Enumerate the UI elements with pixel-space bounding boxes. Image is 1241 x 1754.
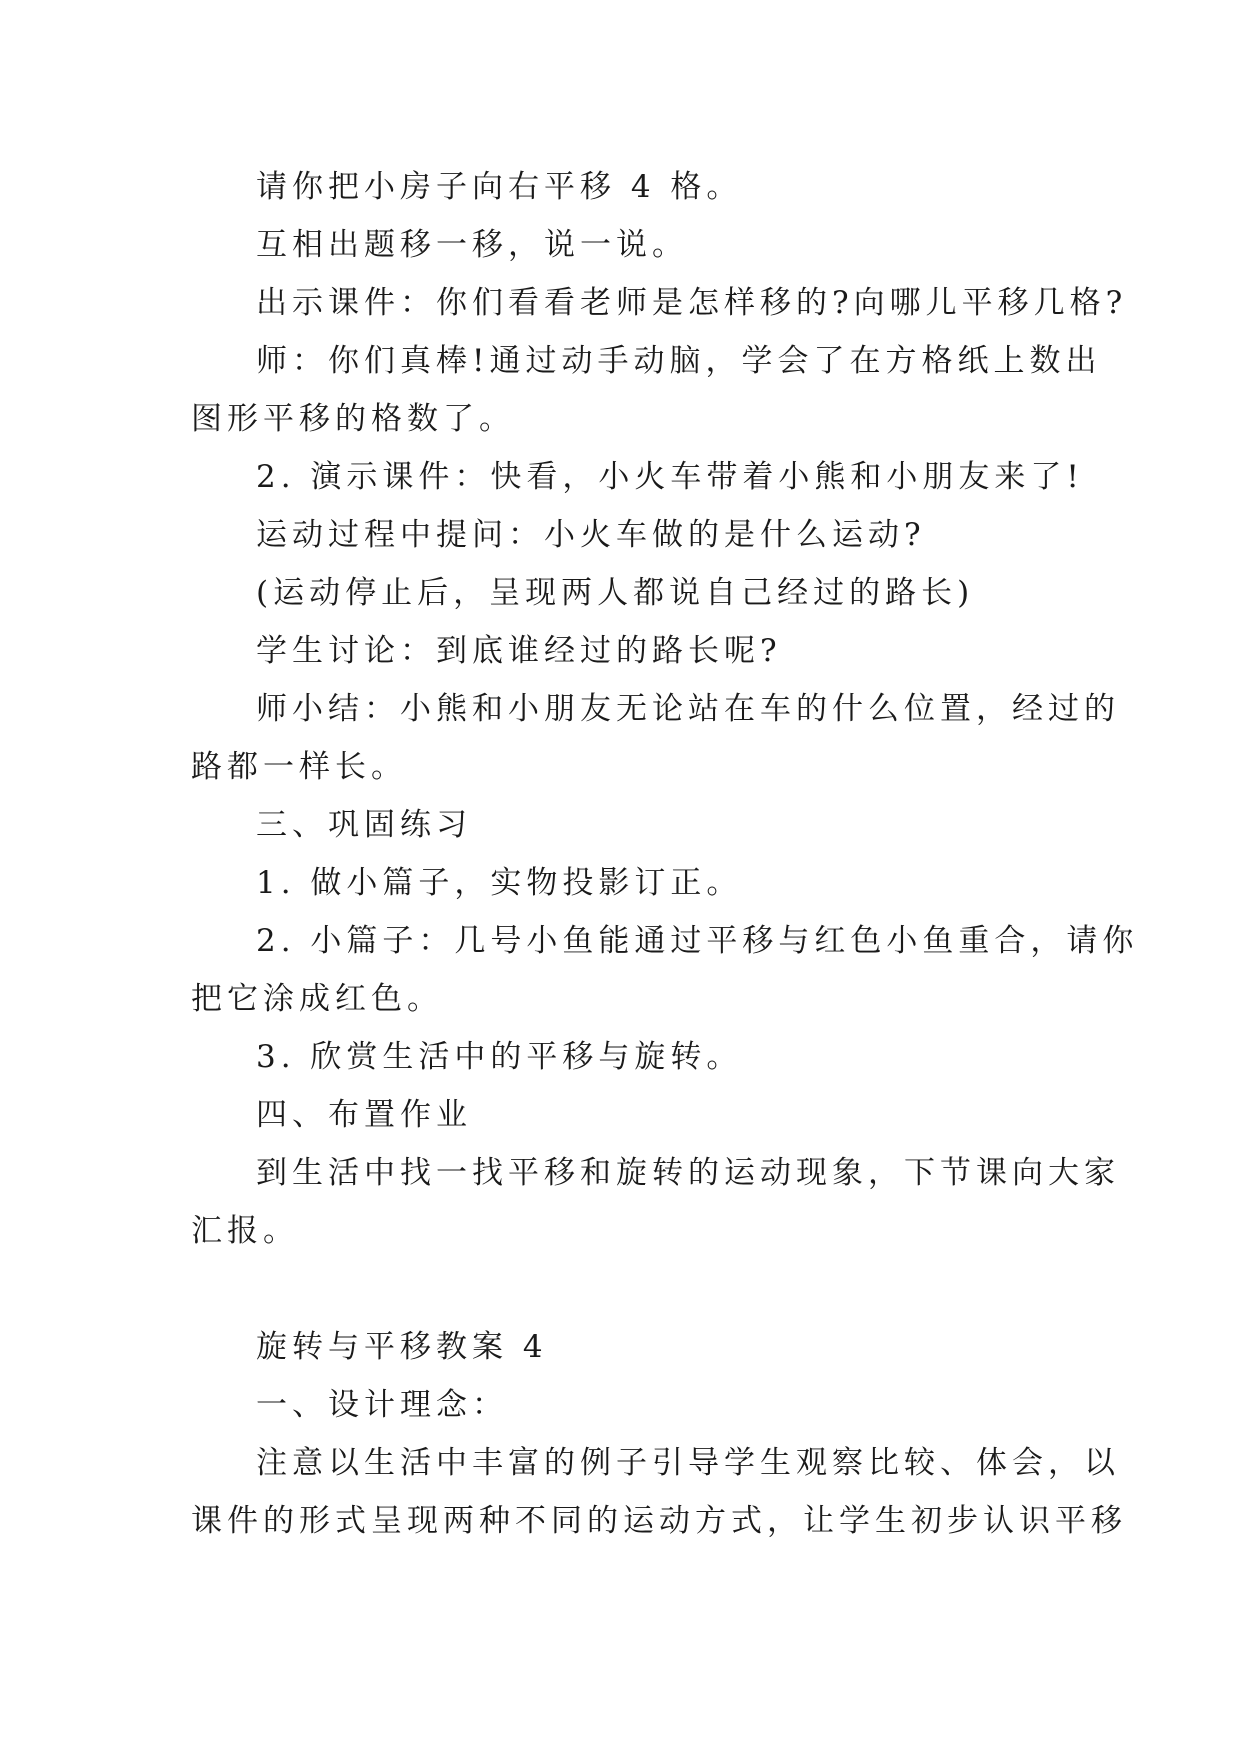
paragraph-line: (运动停止后，呈现两人都说自己经过的路长) — [256, 575, 975, 611]
section-heading: 一、设计理念： — [256, 1387, 508, 1423]
paragraph-line: 互相出题移一移，说一说。 — [256, 227, 688, 263]
paragraph-line: 到生活中找一找平移和旋转的运动现象，下节课向大家 — [256, 1155, 1120, 1191]
section-heading: 四、布置作业 — [256, 1097, 472, 1133]
paragraph-line: 3. 欣赏生活中的平移与旋转。 — [256, 1039, 743, 1075]
paragraph-line: 学生讨论：到底谁经过的路长呢? — [256, 633, 782, 669]
paragraph-line: 出示课件：你们看看老师是怎样移的?向哪儿平移几格? — [256, 285, 1128, 321]
paragraph-line: 运动过程中提问：小火车做的是什么运动? — [256, 517, 926, 553]
paragraph-line: 图形平移的格数了。 — [191, 401, 515, 437]
paragraph-line: 2. 小篇子：几号小鱼能通过平移与红色小鱼重合，请你 — [256, 923, 1139, 959]
paragraph-line: 路都一样长。 — [191, 749, 407, 785]
section-heading: 三、巩固练习 — [256, 807, 472, 843]
paragraph-line: 请你把小房子向右平移 4 格。 — [256, 169, 743, 205]
paragraph-line: 课件的形式呈现两种不同的运动方式，让学生初步认识平移 — [191, 1503, 1127, 1539]
paragraph-line: 1. 做小篇子，实物投影订正。 — [256, 865, 743, 901]
paragraph-line: 把它涂成红色。 — [191, 981, 443, 1017]
paragraph-line: 师小结：小熊和小朋友无论站在车的什么位置，经过的 — [256, 691, 1120, 727]
paragraph-line: 注意以生活中丰富的例子引导学生观察比较、体会，以 — [256, 1445, 1120, 1481]
paragraph-line: 师：你们真棒!通过动手动脑，学会了在方格纸上数出 — [256, 343, 1102, 379]
document-title: 旋转与平移教案 4 — [256, 1329, 548, 1365]
paragraph-line: 汇报。 — [191, 1213, 299, 1249]
paragraph-line: 2. 演示课件：快看，小火车带着小熊和小朋友来了! — [256, 459, 1084, 495]
